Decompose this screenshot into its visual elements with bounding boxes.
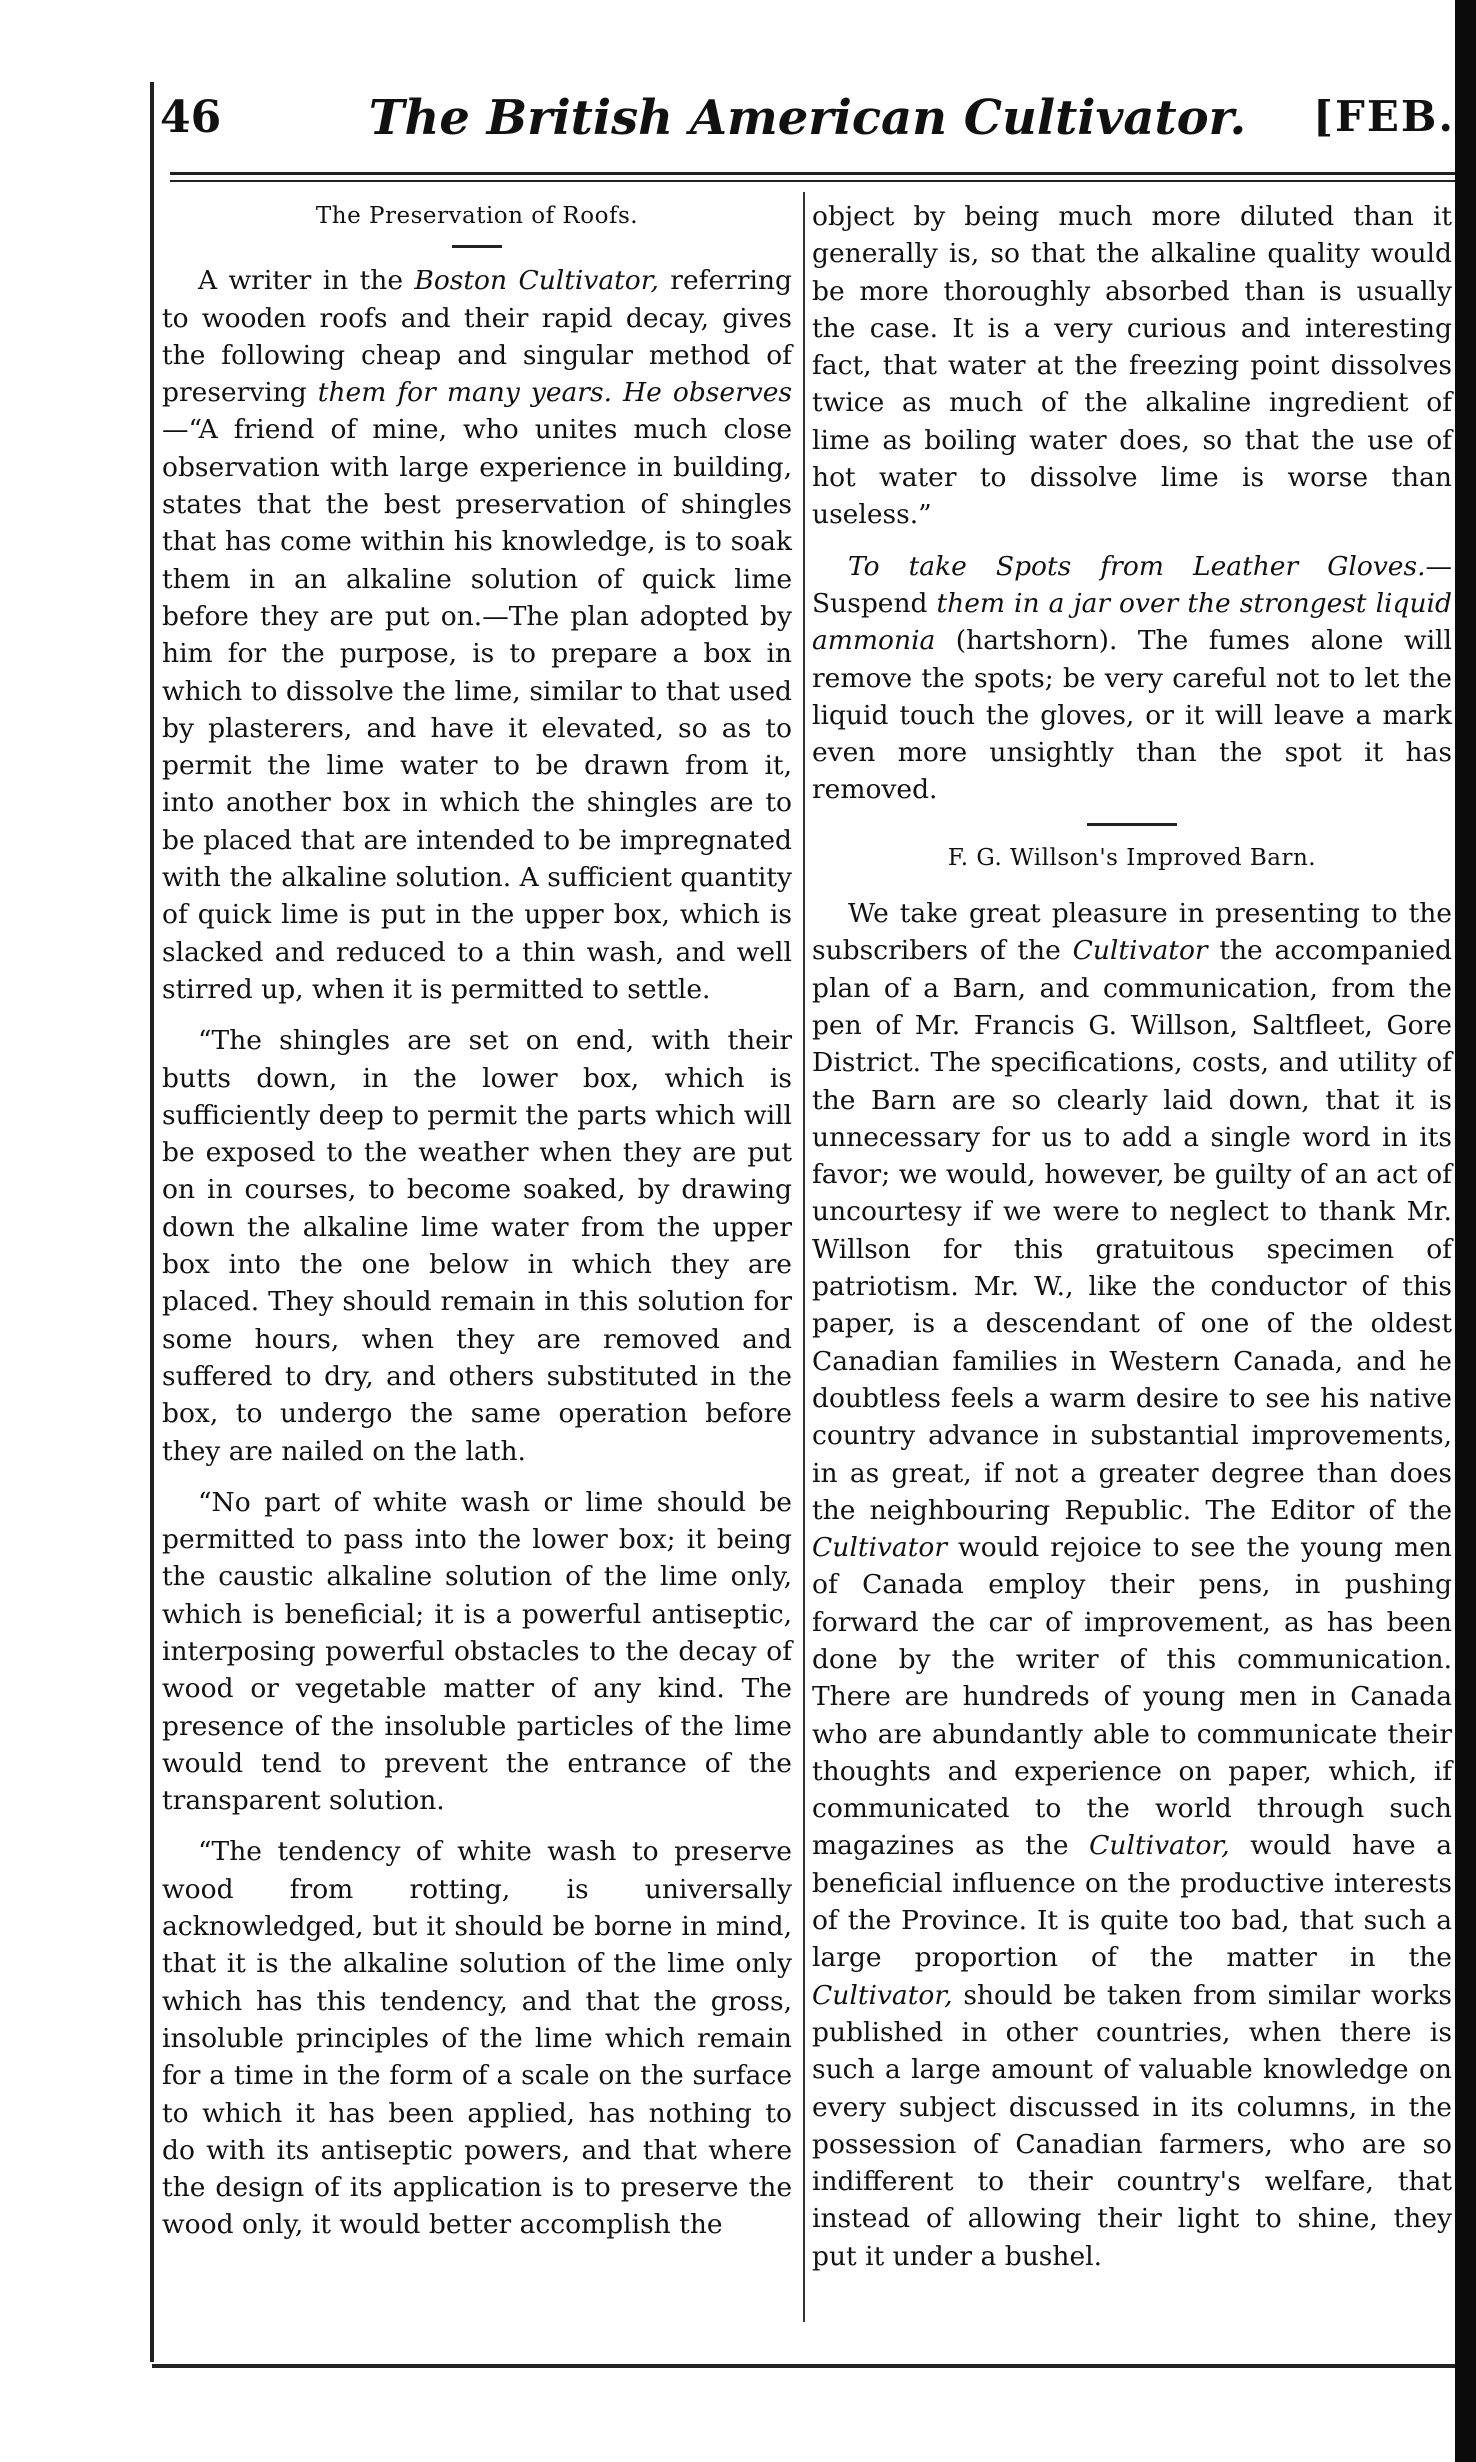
left-column: [162, 198, 792, 2258]
page-header: [160, 92, 1455, 162]
header-rule-bottom: [170, 180, 1455, 182]
header-rule-top: [170, 172, 1455, 175]
paragraph-roofs-4: “The tendency of white wash to preserve wood from rotting, is universally acknowledged, but it should be borne in mind, that it is the alkaline solution of the lime only which has this tendency, and that the gross, insoluble principles of the lime which remain for a time in the form of a scale on the surface to which it has been applied, has nothing to do with its antiseptic powers, and that where the design of its application is to preserve the wood only, it would better accomplish the: [162, 1836, 792, 2241]
heading-rule: [452, 245, 502, 248]
right-column: [812, 198, 1452, 2289]
article-heading-roofs: The Preservation of Roofs.: [315, 203, 639, 229]
page-number: 46: [160, 92, 222, 143]
issue-month: [FEB.: [1313, 92, 1455, 141]
column-divider: [803, 192, 805, 2322]
gloves-title: To take Spots from Leather Gloves.: [848, 550, 1426, 582]
paragraph-roofs-1: A writer in the Boston Cultivator, referring to wooden roofs and their rapid decay, gives the following cheap and singular method of preserving them for many years. He observes—“A friend of mine, who unites much close observation with large experience in building, states that the best preservation of shingles that has come within his knowledge, is to soak them in an alkaline solution of quick lime before they are put on.—The plan adopted by him for the purpose, is to prepare a box in which to dissolve the lime, similar to that used by plasterers, and have it elevated, so as to permit the lime water to be drawn from it, into another box in which the shingles are to be placed that are intended to be impregnated with the alkaline solution. A sufficient quantity of quick lime is put in the upper box, which is slacked and reduced to a thin wash, and well stirred up, when it is permitted to settle.: [162, 265, 792, 1005]
paragraph-gloves: To take Spots from Leather Gloves.—Suspend them in a jar over the strongest liquid ammonia (hartshorn). The fumes alone will remove the spots; be very careful not to let the liquid touch the gloves, or it will leave a mark even more unsightly than the spot it has removed.: [812, 550, 1452, 806]
left-margin-rule: [150, 82, 154, 2362]
bottom-rule: [152, 2364, 1455, 2368]
paragraph-barn: We take great pleasure in presenting to the subscribers of the Cultivator the accompanied plan of a Barn, and communication, from the pen of Mr. Francis G. Willson, Saltfleet, Gore District. The specifications, costs, and utility of the Barn are so clearly laid down, that it is unnecessary for us to add a single word in its favor; we would, however, be guilty of an act of uncourtesy if we were to neglect to thank Mr. Willson for this gratuitous specimen of patriotism. Mr. W., like the conductor of this paper, is a descendant of one of the oldest Canadian families in Western Canada, and he doubtless feels a warm desire to see his native country advance in substantial improvements, in as great, if not a greater degree than does the neighbouring Republic. The Editor of the Cultivator would rejoice to see the young men of Canada employ their pens, in pushing forward the car of improvement, as has been done by the writer of this communication. There are hundreds of young men in Canada who are abundantly able to communicate their thoughts and experience on paper, which, if communicated to the world through such magazines as the Cultivator, would have a beneficial influence on the productive interests of the Province. It is quite too bad, that such a large proportion of the matter in the Cultivator, should be taken from similar works published in other countries, when there is such a large amount of valuable knowledge on every subject discussed in its columns, in the possession of Canadian farmers, who are so indifferent to their country's welfare, that instead of allowing their light to shine, they put it under a bushel.: [812, 898, 1452, 2272]
paragraph-roofs-2: “The shingles are set on end, with their butts down, in the lower box, which is sufficiently deep to permit the parts which will be exposed to the weather when they are put on in courses, to become soaked, by drawing down the alkaline lime water from the upper box into the one below in which they are placed. They should remain in this solution for some hours, when they are removed and suffered to dry, and others substituted in the box, to undergo the same operation before they are nailed on the lath.: [162, 1025, 792, 1467]
article-heading-barn: F. G. Willson's Improved Barn.: [947, 844, 1317, 871]
publication-title: The British American Cultivator.: [368, 90, 1247, 146]
paragraph-roofs-continued: object by being much more diluted than it generally is, so that the alkaline quality would be more thoroughly absorbed than is usually the case. It is a very curious and interesting fact, that water at the freezing point dissolves twice as much of the alkaline ingredient of lime as boiling water does, so that the use of hot water to dissolve lime is worse than useless.”: [812, 201, 1452, 531]
paragraph-roofs-3: “No part of white wash or lime should be permitted to pass into the lower box; it being the caustic alkaline solution of the lime only, which is beneficial; it is a powerful antiseptic, interposing powerful obstacles to the decay of wood or vegetable matter of any kind. The presence of the insoluble particles of the lime would tend to prevent the entrance of the transparent solution.: [162, 1486, 792, 1817]
section-rule: [1087, 823, 1177, 826]
right-edge-bar: [1455, 0, 1476, 2462]
